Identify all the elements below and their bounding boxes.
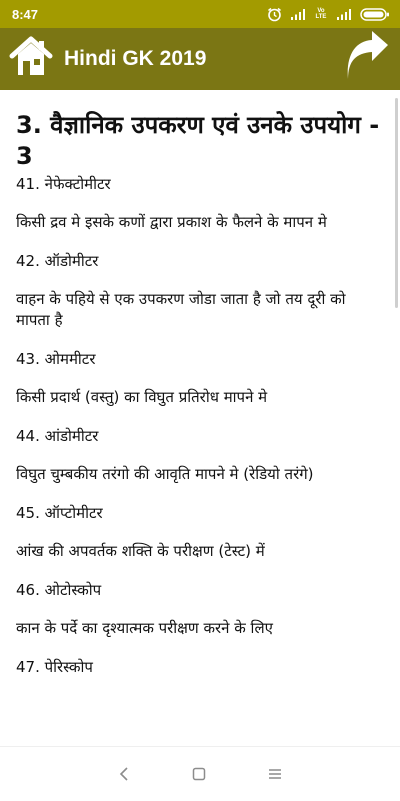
battery-icon (360, 8, 390, 21)
item-description: किसी द्रव मे इसके कणों द्वारा प्रकाश के फैलने के मापन मे (16, 213, 327, 231)
item-description: कान के पर्दे का दृश्यात्मक परीक्षण करने के लिए (16, 619, 273, 637)
item-description: किसी प्रदार्थ (वस्तु) का विघुत प्रतिरोध मापने मे (16, 388, 268, 406)
item-title: 41. नेफेक्टोमीटर (16, 175, 111, 193)
article-heading: 3. वैज्ञानिक उपकरण एवं उनके उपयोग - 3 (16, 111, 380, 170)
status-bar (0, 0, 400, 28)
item-title: 43. ओममीटर (16, 350, 96, 368)
app-title: Hindi GK 2019 (64, 47, 207, 70)
signal-icon (290, 8, 306, 20)
home-button-icon[interactable] (192, 767, 206, 781)
status-icons (267, 7, 390, 22)
item-description: आंख की अपवर्तक शक्ति के परीक्षण (टेस्ट) में (16, 542, 265, 560)
item-title: 45. ऑप्टोमीटर (16, 504, 103, 522)
item-title: 42. ऑडोमीटर (16, 252, 99, 270)
menu-icon[interactable] (268, 767, 282, 781)
scrollbar[interactable] (395, 98, 398, 308)
item-title: 44. आंडोमीटर (16, 427, 99, 445)
volte-icon: Vo LTE (315, 8, 327, 20)
back-icon[interactable] (118, 766, 130, 782)
system-nav-bar (0, 746, 400, 801)
app-bar (0, 28, 400, 90)
share-arrow-icon[interactable] (342, 31, 390, 87)
home-icon[interactable] (8, 34, 54, 84)
alarm-icon (267, 7, 282, 22)
article-content (0, 90, 400, 746)
item-description: वाहन के पहिये से एक उपकरण जोडा जाता है जो तय दूरी को मापता है (16, 290, 346, 329)
item-title: 47. पेरिस्कोप (16, 658, 93, 676)
item-title: 46. ओटोस्कोप (16, 581, 102, 599)
status-time: 8:47 (12, 6, 39, 22)
signal-icon-2 (336, 8, 352, 20)
item-description: विघुत चुम्बकीय तरंगो की आवृति मापने मे (रेडियो तरंगे) (16, 465, 314, 483)
